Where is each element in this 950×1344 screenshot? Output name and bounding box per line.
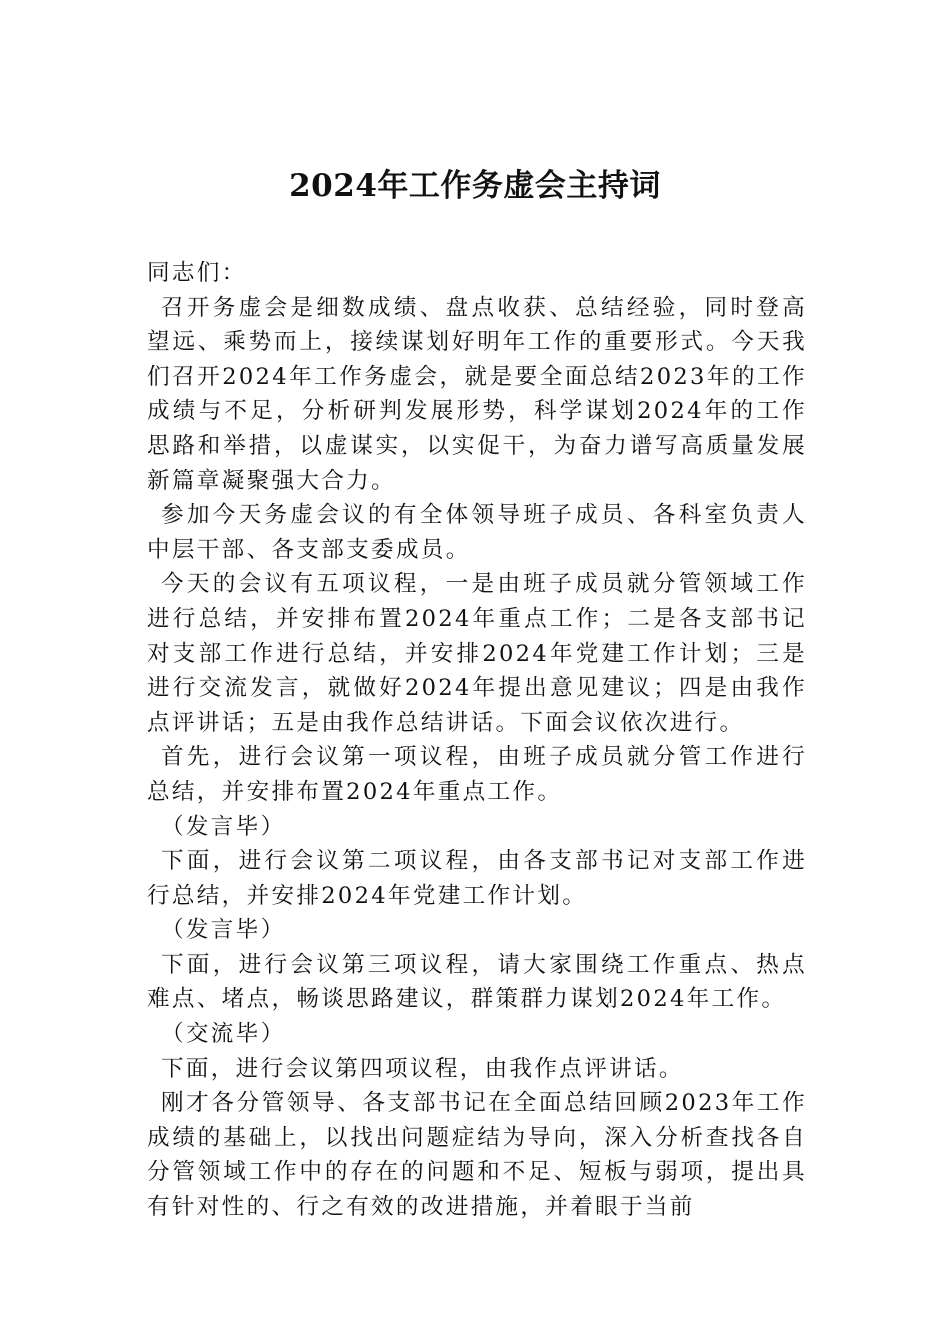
paragraph-agenda: 今天的会议有五项议程，一是由班子成员就分管领域工作进行总结，并安排布置2024年重点工作；二是各支部书记对支部工作进行总结，并安排2024年党建工作计划；三是进行交流发言，就做好2024年提出意见建议；四是由我作点评讲话；五是由我作总结讲话。下面会议依次进行。 bbox=[147, 571, 807, 736]
speech-end-note: （发言毕） bbox=[161, 917, 286, 944]
paragraph-opening: 召开务虚会是细数成绩、盘点收获、总结经验，同时登高望远、乘势而上，接续谋划好明年工作的重要形式。今天我们召开2024年工作务虚会，就是要全面总结2023年的工作成绩与不足，分析研判发展形势，科学谋划2024年的工作思路和举措，以虚谋实，以实促干，为奋力谱写高质量发展新篇章凝聚强大合力。 bbox=[147, 294, 807, 494]
paragraph-review: 刚才各分管领导、各支部书记在全面总结回顾2023年工作成绩的基础上，以找出问题症结为导向，深入分析查找各自分管领域工作中的存在的问题和不足、短板与弱项，提出具有针对性的、行之有效的改进措施，并着眼于当前 bbox=[147, 1090, 807, 1221]
exchange-end-note: （交流毕） bbox=[161, 1021, 286, 1048]
salutation: 同志们： bbox=[147, 260, 247, 286]
document-title: 2024年工作务虚会主持词 bbox=[289, 168, 661, 204]
paragraph-attendees: 参加今天务虚会议的有全体领导班子成员、各科室负责人中层干部、各支部支委成员。 bbox=[147, 502, 807, 563]
paragraph-item-two: 下面，进行会议第二项议程，由各支部书记对支部工作进行总结，并安排2024年党建工作计划。 bbox=[147, 848, 807, 909]
paragraph-item-three: 下面，进行会议第三项议程，请大家围绕工作重点、热点难点、堵点，畅谈思路建议，群策群力谋划2024年工作。 bbox=[147, 951, 807, 1013]
document-body bbox=[147, 256, 807, 1225]
speech-end-note: （发言毕） bbox=[161, 813, 286, 840]
paragraph-item-four: 下面，进行会议第四项议程，由我作点评讲话。 bbox=[161, 1055, 684, 1082]
paragraph-item-one: 首先，进行会议第一项议程，由班子成员就分管工作进行总结，并安排布置2024年重点工作。 bbox=[147, 744, 807, 805]
